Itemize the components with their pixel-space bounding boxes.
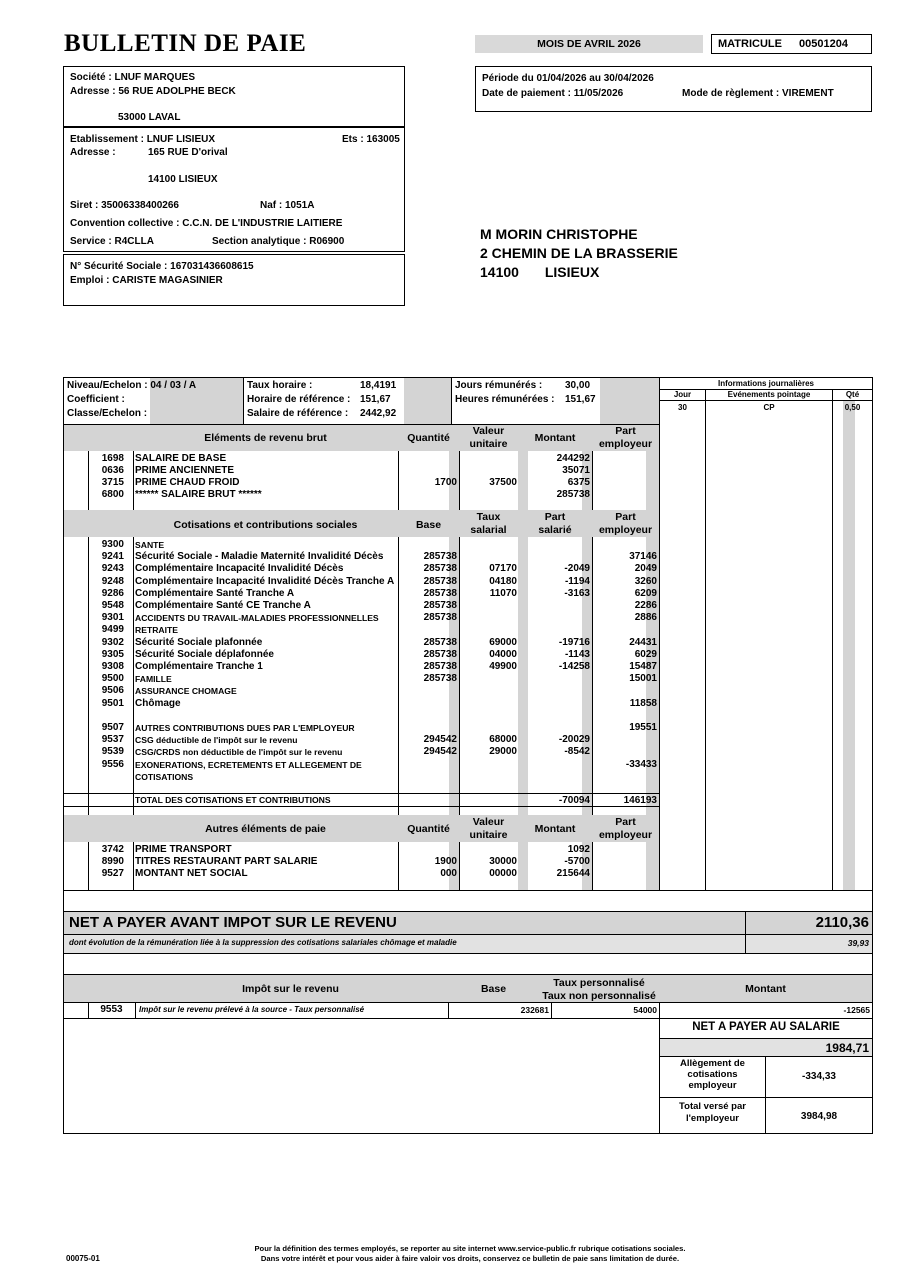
jours-remuneres-label: Jours rémunérés : bbox=[455, 380, 543, 391]
cotis-row-taux: 69000 bbox=[489, 636, 517, 648]
cotis-row-base: 285738 bbox=[423, 575, 457, 587]
cotis-total-employeur: 146193 bbox=[623, 795, 657, 806]
employee-id-box bbox=[63, 254, 405, 306]
cotis-row-salarie: -20029 bbox=[558, 734, 590, 746]
cotis-header-emp1: Part bbox=[615, 511, 636, 523]
cotis-row-base: 285738 bbox=[423, 648, 457, 660]
cotis-header-part2: salarié bbox=[538, 524, 572, 536]
cotis-row-base: 285738 bbox=[423, 600, 457, 611]
footer-line-2: Dans votre intérêt et pour vous aider à faire valoir vos droits, conservez ce bulletin de paie sans limitation de durée. bbox=[260, 1254, 680, 1263]
brut-row-montant: 6375 bbox=[567, 477, 590, 488]
autres-header-part2: employeur bbox=[598, 829, 653, 841]
total-verse-value: 3984,98 bbox=[800, 1111, 838, 1122]
autres-row-qte: 000 bbox=[440, 868, 457, 879]
recipient-address bbox=[480, 225, 678, 282]
cotis-row-code: 9500 bbox=[101, 673, 124, 685]
autres-row-montant: 215644 bbox=[556, 868, 590, 879]
footer-ref: 00075-01 bbox=[66, 1254, 100, 1263]
daily-col-qte: Qté bbox=[845, 390, 860, 399]
cotis-row-employeur: 3260 bbox=[634, 575, 657, 587]
autres-row-label: MONTANT NET SOCIAL bbox=[135, 868, 248, 879]
net-avant-impot-label: NET A PAYER AVANT IMPOT SUR LE REVENU bbox=[69, 914, 397, 931]
cotis-row-label: ACCIDENTS DU TRAVAIL-MALADIES PROFESSIONNELLES bbox=[135, 613, 379, 624]
horaire-reference-label: Horaire de référence : bbox=[247, 394, 351, 405]
allegement-label-1: Allègement de bbox=[680, 1058, 745, 1069]
impot-header-taux2: Taux non personnalisé bbox=[542, 990, 656, 1002]
brut-row-label: PRIME ANCIENNETE bbox=[135, 465, 235, 476]
brut-header-valeur1: Valeur bbox=[472, 425, 505, 437]
cotis-header-taux1: Taux bbox=[476, 511, 501, 523]
cotis-header-part1: Part bbox=[544, 511, 566, 523]
payment-mode: Mode de règlement : VIREMENT bbox=[682, 88, 834, 99]
cotis-row-employeur: 2049 bbox=[634, 563, 657, 575]
establishment-address: 165 RUE D'orival bbox=[148, 147, 228, 158]
cotis-row-code: 9248 bbox=[101, 575, 124, 587]
cotis-header-emp2: employeur bbox=[598, 524, 653, 536]
cotis-row-taux: 11070 bbox=[489, 587, 517, 599]
company-city: 53000 LAVAL bbox=[118, 112, 181, 123]
cotis-row-employeur: 11858 bbox=[629, 697, 657, 709]
brut-row-montant: 285738 bbox=[556, 489, 590, 500]
cotis-row-employeur: 6209 bbox=[634, 587, 657, 599]
brut-row-qte: 1700 bbox=[434, 477, 457, 488]
brut-row-label: ****** SALAIRE BRUT ****** bbox=[135, 489, 262, 500]
impot-header-montant: Montant bbox=[745, 983, 786, 995]
daily-col-jour: Jour bbox=[673, 390, 692, 399]
cotis-row-employeur: 19551 bbox=[629, 722, 657, 733]
autres-row-valeur: 30000 bbox=[489, 856, 517, 867]
brut-row-montant: 35071 bbox=[562, 465, 590, 476]
heures-remunerees-value: 151,67 bbox=[565, 394, 596, 405]
cotis-row-code: 9501 bbox=[101, 697, 124, 709]
autres-header-part1: Part bbox=[615, 816, 636, 828]
cotis-row-code: 9499 bbox=[101, 624, 124, 636]
autres-row-label: PRIME TRANSPORT bbox=[135, 844, 232, 855]
cotis-row-salarie: -1194 bbox=[564, 575, 590, 587]
coefficient: Coefficient : bbox=[67, 394, 125, 405]
cotis-row-code: 9305 bbox=[101, 648, 124, 660]
company-address: Adresse : 56 RUE ADOLPHE BECK bbox=[70, 86, 236, 97]
cotis-total-label: TOTAL DES COTISATIONS ET CONTRIBUTIONS bbox=[135, 795, 331, 805]
cotis-row-label: FAMILLE bbox=[135, 674, 172, 685]
service: Service : R4CLLA bbox=[70, 236, 154, 247]
cotis-row-code: 9243 bbox=[101, 563, 124, 575]
footer-line-1: Pour la définition des termes employés, se reporter au site internet www.service-public.fr rubrique cotisations sociales. bbox=[254, 1244, 686, 1253]
cotis-row-taux: 04000 bbox=[489, 648, 517, 660]
cotis-row-employeur: 15487 bbox=[629, 661, 657, 672]
allegement-value: -334,33 bbox=[802, 1071, 836, 1082]
allegement-label-3: employeur bbox=[688, 1080, 737, 1091]
brut-row-code: 6800 bbox=[101, 489, 124, 500]
autres-header-valeur2: unitaire bbox=[469, 829, 508, 841]
allegement-label bbox=[660, 1058, 765, 1091]
cotis-row-base: 285738 bbox=[423, 612, 457, 624]
cotis-row-label: ASSURANCE CHOMAGE bbox=[135, 686, 237, 697]
daily-row-jour: 30 bbox=[678, 403, 687, 412]
cotis-row-label: AUTRES CONTRIBUTIONS DUES PAR L'EMPLOYEUR bbox=[135, 723, 355, 733]
brut-header-montant: Montant bbox=[534, 432, 576, 444]
establishment-code: Ets : 163005 bbox=[342, 134, 400, 145]
autres-row-code: 9527 bbox=[101, 868, 124, 879]
establishment-name: Etablissement : LNUF LISIEUX bbox=[70, 134, 216, 145]
cotis-row-employeur: 37146 bbox=[629, 551, 657, 563]
taux-horaire-label: Taux horaire : bbox=[247, 380, 313, 391]
cotis-row-label: Sécurité Sociale déplafonnée bbox=[135, 648, 274, 660]
cotis-row-salarie: -2049 bbox=[564, 563, 590, 575]
page-title: BULLETIN DE PAIE bbox=[64, 30, 307, 57]
autres-row-qte: 1900 bbox=[434, 856, 457, 867]
allegement-label-2: cotisations bbox=[687, 1069, 738, 1080]
cotis-row-salarie: -1143 bbox=[564, 648, 590, 660]
cotis-row-salarie: -14258 bbox=[558, 661, 590, 672]
siret: Siret : 35006338400266 bbox=[70, 200, 179, 211]
impot-taux: 54000 bbox=[633, 1005, 657, 1015]
cotis-row-taux: 04180 bbox=[489, 575, 517, 587]
brut-header-qte: Quantité bbox=[407, 432, 450, 444]
cotis-row-label: CSG déductible de l'impôt sur le revenu bbox=[135, 735, 298, 746]
cotis-row-base: 285738 bbox=[423, 661, 457, 672]
recipient-city: LISIEUX bbox=[544, 264, 600, 280]
daily-row-qte: 0,50 bbox=[844, 403, 861, 412]
autres-row-code: 8990 bbox=[101, 856, 124, 867]
cotis-row-label: Complémentaire Incapacité Invalidité Décès Tranche A bbox=[135, 575, 395, 587]
period-dates: Période du 01/04/2026 au 30/04/2026 bbox=[482, 73, 654, 84]
recipient-street: 2 CHEMIN DE LA BRASSERIE bbox=[480, 245, 678, 261]
brut-row-montant: 244292 bbox=[556, 453, 590, 464]
autres-header-montant: Montant bbox=[534, 823, 576, 835]
net-avant-impot-value: 2110,36 bbox=[815, 914, 869, 931]
net-avant-note-value: 39,93 bbox=[847, 938, 869, 948]
cotis-row-label: EXONERATIONS, ECRETEMENTS ET ALLEGEMENT DE bbox=[135, 759, 362, 770]
cotis-row-code: 9301 bbox=[101, 612, 124, 624]
daily-row-event: CP bbox=[763, 403, 775, 412]
period-box bbox=[475, 66, 872, 112]
company-name: Société : LNUF MARQUES bbox=[70, 72, 196, 83]
brut-row-label: SALAIRE DE BASE bbox=[135, 453, 227, 464]
matricule-value: 00501204 bbox=[799, 38, 848, 50]
month-banner bbox=[475, 35, 703, 53]
autres-header-label: Autres éléments de paie bbox=[205, 823, 326, 835]
cotis-row-base: 285738 bbox=[423, 563, 457, 575]
impot-header-taux1: Taux personnalisé bbox=[553, 977, 645, 989]
daily-col-events: Evénements pointage bbox=[727, 390, 811, 399]
recipient-name: M MORIN CHRISTOPHE bbox=[480, 226, 638, 242]
autres-row-montant: -5700 bbox=[564, 856, 590, 867]
total-verse-label-1: Total versé par bbox=[679, 1101, 746, 1112]
autres-row-label: TITRES RESTAURANT PART SALARIE bbox=[135, 856, 318, 867]
cotis-row-code: 9506 bbox=[101, 685, 124, 697]
establishment-address-label: Adresse : bbox=[70, 147, 116, 158]
cotis-row-code: 9308 bbox=[101, 661, 124, 672]
net-salarie-label: NET A PAYER AU SALARIE bbox=[692, 1021, 840, 1033]
brut-row-code: 3715 bbox=[101, 477, 124, 488]
brut-row-label: PRIME CHAUD FROID bbox=[135, 477, 240, 488]
cotis-row-label: Complémentaire Santé CE Tranche A bbox=[135, 600, 311, 611]
naf: Naf : 1051A bbox=[260, 200, 315, 211]
net-avant-note: dont évolution de la rémunération liée à la suppression des cotisations salariales chômage et maladie bbox=[69, 938, 457, 947]
impot-base: 232681 bbox=[520, 1005, 549, 1015]
autres-header-qte: Quantité bbox=[407, 823, 450, 835]
payment-date: Date de paiement : 11/05/2026 bbox=[482, 88, 624, 99]
daily-info-title: Informations journalières bbox=[717, 379, 815, 388]
cotis-row-employeur: 6029 bbox=[634, 648, 657, 660]
cotis-row-code: 9286 bbox=[101, 587, 124, 599]
cotis-row-label: Complémentaire Incapacité Invalidité Décès bbox=[135, 563, 344, 575]
cotis-row-salarie: -8542 bbox=[564, 746, 590, 758]
cotis-row-employeur: 2286 bbox=[634, 600, 657, 611]
cotis-row-label: CSG/CRDS non déductible de l'impôt sur le revenu bbox=[135, 747, 343, 758]
cotis-row-employeur: 15001 bbox=[629, 673, 657, 685]
brut-header-valeur2: unitaire bbox=[469, 438, 508, 450]
cotis-row-base: 294542 bbox=[423, 746, 457, 758]
recipient-zip: 14100 bbox=[480, 264, 519, 280]
matricule-box bbox=[711, 34, 872, 54]
impot-label: Impôt sur le revenu prélevé à la source - Taux personnalisé bbox=[139, 1005, 365, 1014]
establishment-city: 14100 LISIEUX bbox=[148, 174, 218, 185]
cotis-row-salarie: -19716 bbox=[558, 636, 590, 648]
cotis-row-label: Complémentaire Tranche 1 bbox=[135, 661, 263, 672]
total-verse-label bbox=[660, 1101, 765, 1125]
cotis-header-label: Cotisations et contributions sociales bbox=[173, 519, 358, 531]
niveau-echelon: Niveau/Echelon : 04 / 03 / A bbox=[67, 380, 197, 391]
impot-code: 9553 bbox=[100, 1004, 123, 1015]
cotis-row-base: 285738 bbox=[423, 636, 457, 648]
cotis-row-label: Sécurité Sociale plafonnée bbox=[135, 636, 263, 648]
cotis-row-taux: 68000 bbox=[489, 734, 517, 746]
cotis-row-label: SANTE bbox=[135, 540, 165, 550]
brut-header-part2: employeur bbox=[598, 438, 653, 450]
cotis-row-base: 285738 bbox=[423, 673, 457, 685]
section-analytique: Section analytique : R06900 bbox=[212, 236, 345, 247]
matricule-label: MATRICULE bbox=[718, 38, 782, 50]
cotis-row-base: 285738 bbox=[423, 587, 457, 599]
cotis-row-label: Chômage bbox=[135, 697, 181, 709]
brut-header-part1: Part bbox=[615, 425, 636, 437]
cotis-row-base: 285738 bbox=[423, 551, 457, 563]
convention: Convention collective : C.C.N. DE L'INDUSTRIE LAITIERE bbox=[70, 218, 343, 229]
cotis-row-base: 294542 bbox=[423, 734, 457, 746]
autres-header-valeur1: Valeur bbox=[472, 816, 505, 828]
autres-row-code: 3742 bbox=[101, 844, 124, 855]
brut-row-code: 1698 bbox=[101, 453, 124, 464]
company-box bbox=[63, 66, 405, 127]
cotis-row-code: 9300 bbox=[101, 539, 124, 550]
net-salarie-value: 1984,71 bbox=[825, 1041, 869, 1055]
job-title: Emploi : CARISTE MAGASINIER bbox=[70, 275, 223, 286]
impot-header-label: Impôt sur le revenu bbox=[242, 983, 339, 995]
cotis-header-base: Base bbox=[415, 519, 442, 531]
brut-row-code: 0636 bbox=[101, 465, 124, 476]
salaire-reference-value: 2442,92 bbox=[360, 408, 397, 419]
autres-row-valeur: 00000 bbox=[489, 868, 517, 879]
heures-remunerees-label: Heures rémunérées : bbox=[455, 394, 555, 405]
cotis-row-code: 9537 bbox=[101, 734, 124, 746]
cotis-row-employeur: 2886 bbox=[634, 612, 657, 624]
brut-header-label: Eléments de revenu brut bbox=[204, 432, 327, 444]
impot-header-base: Base bbox=[480, 983, 507, 995]
taux-horaire-value: 18,4191 bbox=[360, 380, 397, 391]
cotis-row-label: Sécurité Sociale - Maladie Maternité Invalidité Décès bbox=[135, 551, 384, 563]
month-label: MOIS DE AVRIL 2026 bbox=[537, 38, 641, 50]
cotis-row-code: 9548 bbox=[101, 600, 124, 611]
cotis-row-employeur: -33433 bbox=[625, 758, 657, 770]
cotis-row-code: 9556 bbox=[101, 758, 124, 770]
cotis-row-taux: 49900 bbox=[489, 661, 517, 672]
cotis-row-label: RETRAITE bbox=[135, 625, 178, 636]
social-security-number: N° Sécurité Sociale : 167031436608615 bbox=[70, 261, 254, 272]
cotis-row-code: 9539 bbox=[101, 746, 124, 758]
impot-montant: -12565 bbox=[843, 1005, 870, 1015]
classe-echelon: Classe/Echelon : bbox=[67, 408, 148, 419]
cotis-row-label: COTISATIONS bbox=[135, 771, 194, 782]
total-verse-label-2: l'employeur bbox=[686, 1113, 739, 1124]
cotis-header-taux2: salarial bbox=[470, 524, 507, 536]
cotis-row-code: 9241 bbox=[101, 551, 124, 563]
horaire-reference-value: 151,67 bbox=[360, 394, 391, 405]
cotis-row-taux: 07170 bbox=[489, 563, 517, 575]
cotis-row-label: Complémentaire Santé Tranche A bbox=[135, 587, 295, 599]
cotis-total-salarie: -70094 bbox=[558, 795, 590, 806]
cotis-row-code: 9302 bbox=[101, 636, 124, 648]
salaire-reference-label: Salaire de référence : bbox=[247, 408, 349, 419]
cotis-row-taux: 29000 bbox=[489, 746, 517, 758]
jours-remuneres-value: 30,00 bbox=[565, 380, 591, 391]
cotis-row-code: 9507 bbox=[101, 722, 124, 733]
establishment-box bbox=[63, 127, 405, 252]
cotis-row-employeur: 24431 bbox=[629, 636, 657, 648]
brut-row-valeur: 37500 bbox=[489, 477, 517, 488]
autres-row-montant: 1092 bbox=[567, 844, 590, 855]
cotis-row-salarie: -3163 bbox=[564, 587, 590, 599]
recipient-city-line bbox=[480, 263, 678, 282]
